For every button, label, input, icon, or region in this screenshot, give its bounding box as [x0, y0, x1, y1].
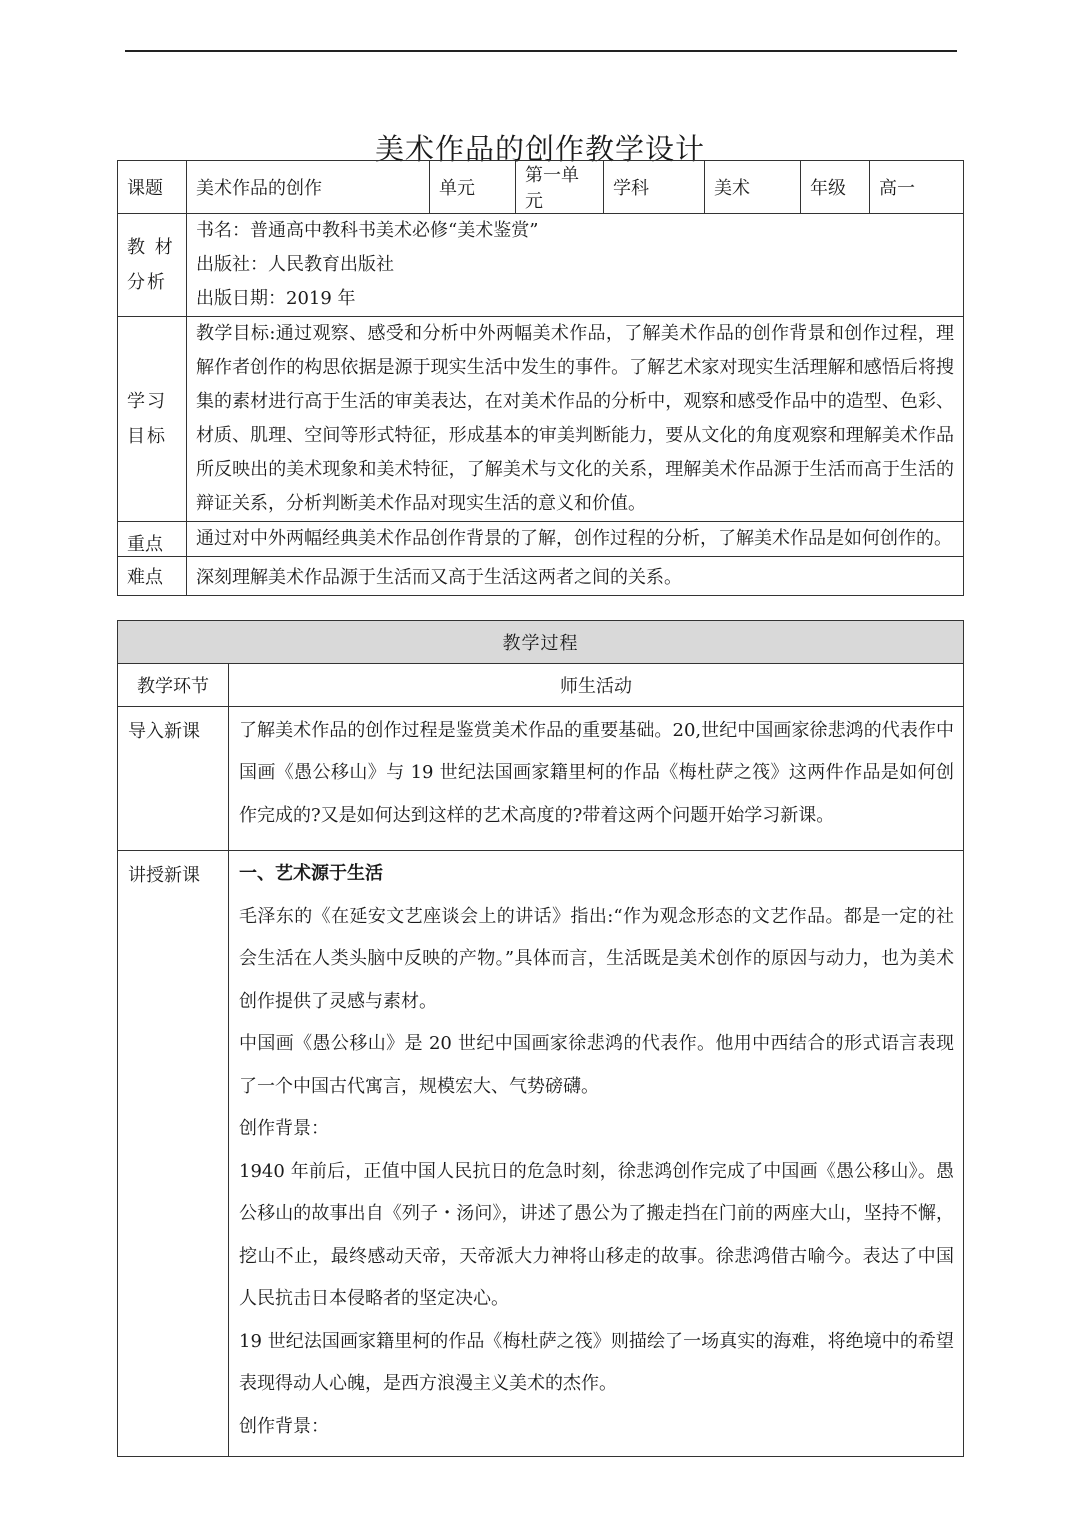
goal-row: [118, 317, 964, 522]
goal-label-line: 学习: [127, 391, 167, 412]
section-heading: 一、艺术源于生活: [239, 863, 383, 884]
intro-row: [118, 707, 964, 851]
intro-label: 导入新课: [118, 707, 229, 851]
teach-row: [118, 851, 964, 1457]
process-title-row: [118, 621, 964, 664]
goal-text: 教学目标:通过观察、感受和分析中外两幅美术作品，了解美术作品的创作背景和创作过程，理解作者创作的构思依据是源于现实生活中发生的事件。了解艺术家对现实生活理解和感悟后将搜集的素材进行高于生活的审美表达，在对美术作品的分析中，观察和感受作品中的造型、色彩、材质、肌理、空间等形式特征，形成基本的审美判断能力，要从文化的角度观察和理解美术作品所反映出的美术现象和美术特征，了解美术与文化的关系，理解美术作品源于生活而高于生活的辩证关系，分析判断美术作品对现实生活的意义和价值。: [187, 317, 964, 522]
unit-label: 单元: [430, 161, 516, 214]
difficulty-text: 深刻理解美术作品源于生活而又高于生活这两者之间的关系。: [187, 557, 964, 596]
grade-label: 年级: [801, 161, 870, 214]
document-title: 美术作品的创作教学设计: [374, 132, 705, 167]
course-value: 美术作品的创作: [187, 161, 430, 214]
difficulty-label: 难点: [118, 557, 187, 596]
material-line: 出版社：人民教育出版社: [196, 254, 394, 275]
stage-column-header: 教学环节: [118, 664, 229, 707]
paragraph: 19 世纪法国画家籍里柯的作品《梅杜萨之筏》则描绘了一场真实的海难，将绝境中的希望表现得动人心魄，是西方浪漫主义美术的杰作。: [239, 1330, 954, 1394]
teaching-process-table: [117, 620, 964, 1457]
intro-text: 了解美术作品的创作过程是鉴赏美术作品的重要基础。20,世纪中国画家徐悲鸿的代表作中国画《愚公移山》与 19 世纪法国画家籍里柯的作品《梅杜萨之筏》这两件作品是如何创作完成的?又是如何达到这样的艺术高度的?带着这两个问题开始学习新课。: [229, 707, 964, 851]
material-label: [118, 214, 187, 317]
material-row: [118, 214, 964, 317]
goal-label: [118, 317, 187, 522]
key-point-label: 重点: [118, 522, 187, 557]
material-line: 书名：普通高中教科书美术必修“美术鉴赏”: [196, 220, 539, 241]
paragraph: 中国画《愚公移山》是 20 世纪中国画家徐悲鸿的代表作。他用中西结合的形式语言表现了一个中国古代寓言，规模宏大、气势磅礴。: [239, 1033, 954, 1097]
material-content: [187, 214, 964, 317]
paragraph: 1940 年前后，正值中国人民抗日的危急时刻，徐悲鸿创作完成了中国画《愚公移山》。愚公移山的故事出自《列子・汤问》，讲述了愚公为了搬走挡在门前的两座大山，坚持不懈，挖山不止，最终感动天帝，天帝派大力神将山移走的故事。徐悲鸿借古喻今。表达了中国人民抗击日本侵略者的坚定决心。: [239, 1160, 954, 1309]
material-label-line: 教 材: [127, 237, 175, 258]
paragraph: 创作背景：: [239, 1118, 329, 1139]
material-line: 出版日期：2019 年: [196, 288, 356, 309]
key-point-row: [118, 522, 964, 557]
paragraph: 毛泽东的《在延安文艺座谈会上的讲话》指出:“作为观念形态的文艺作品。都是一定的社会生活在人类头脑中反映的产物。”具体而言，生活既是美术创作的原因与动力，也为美术创作提供了灵感与素材。: [239, 905, 954, 1012]
paragraph: 创作背景：: [239, 1415, 329, 1437]
header-rule: [125, 50, 957, 52]
activity-column-header: 师生活动: [229, 664, 964, 707]
lesson-info-table: [117, 160, 964, 596]
material-label-line: 分析: [127, 272, 167, 293]
grade-value: 高一: [870, 161, 964, 214]
unit-value: 第一单元: [516, 161, 604, 214]
teach-label: 讲授新课: [118, 851, 229, 1457]
subject-label: 学科: [604, 161, 705, 214]
course-row: [118, 161, 964, 214]
process-column-header-row: [118, 664, 964, 707]
teach-content: [229, 851, 964, 1457]
course-label: 课题: [118, 161, 187, 214]
goal-label-line: 目标: [127, 426, 167, 447]
key-point-text: 通过对中外两幅经典美术作品创作背景的了解，创作过程的分析，了解美术作品是如何创作的。: [187, 522, 964, 557]
process-title: 教学过程: [118, 621, 964, 664]
subject-value: 美术: [705, 161, 801, 214]
difficulty-row: [118, 557, 964, 596]
